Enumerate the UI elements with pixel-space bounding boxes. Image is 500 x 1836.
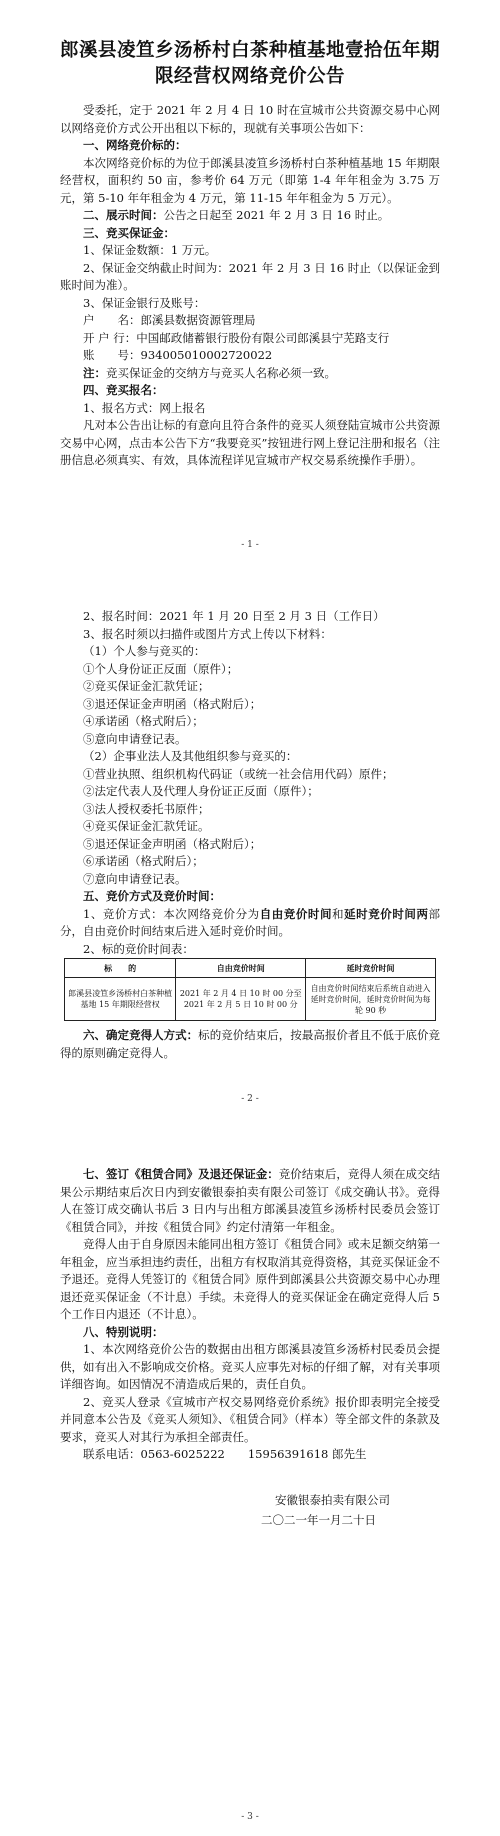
list-item: ②法定代表人及代理人身份证正反面（原件）； bbox=[83, 784, 319, 798]
table-header-row bbox=[65, 959, 436, 978]
signature-date: 二〇二一年一月二十日 bbox=[261, 1512, 376, 1527]
org-heading: （2）企事业法人及其他组织参与竞买的： bbox=[83, 749, 298, 763]
special-note-2: 2、竞买人登录《宣城市产权交易网络竞价系统》报价即表明完全接受并同意本公告及《竞买人须知》、《租赁合同》（样本）等全部文件的条款及要求，竞买人对其行为承担全部责任。 bbox=[60, 1394, 440, 1444]
schedule-heading: 2、标的竞价时间表： bbox=[83, 941, 194, 956]
note-text: 竞买保证金的交纳方与竞买人名称必须一致。 bbox=[106, 365, 336, 380]
table-cell: 2021 年 2 月 4 日 10 时 00 分至 2021 年 2 月 5 日 10 时 00 分 bbox=[176, 978, 306, 1021]
list-item: ④承诺函（格式附后）； bbox=[83, 714, 204, 728]
section-7-body-1: 竞价结束后，竞得人须在成交结果公示期结束后次日内到安徽银泰拍卖有限公司签订《成交确认书》。竞得人在签订成交确认书后 3 日内与出租方郎溪县凌笪乡汤桥村民委员会签订《租赁合同》，并按《租赁合同》约定付清第一年租金。 bbox=[60, 1167, 440, 1234]
section-7-body-2: 竞得人由于自身原因未能同出租方签订《租赁合同》或未足额交纳第一年租金，应当承担违约责任，出租方有权取消其竞得资格，其竞买保证金不予退还。竞得人凭签订的《租赁合同》原件到郎溪县公共资源交易中心办理退还竞买保证金（不计息）手续。未竞得人的竞买保证金在确定竞得人后 5 个工作日内退还（不计息）。 bbox=[60, 1237, 440, 1321]
page-1 bbox=[0, 38, 500, 470]
section-1-heading: 一、网络竞价标的： bbox=[83, 138, 187, 152]
bidding-method-pre: 1、竞价方式：本次网络竞价分为 bbox=[83, 906, 260, 921]
title-line-2: 限经营权网络竞价公告 bbox=[154, 66, 345, 87]
list-item: ①个人身份证正反面（原件）； bbox=[83, 661, 239, 676]
section-1-body: 本次网络竞价标的为位于郎溪县凌笪乡汤桥村白茶种植基地 15 年期限经营权，面积约 50 亩，参考价 64 万元（即第 1-4 年年租金为 3.75 万元，第 5-10 年年租金为 4 万元，第 11-15 年年租金为 5 万元）。 bbox=[60, 155, 440, 205]
registration-method: 1、报名方式：网上报名 bbox=[83, 400, 206, 415]
section-7-heading: 七、签订《租赁合同》及退还保证金： bbox=[83, 1167, 279, 1181]
bidding-method-post: 部分，自由竞价时间结束后进入延时竞价时间。 bbox=[60, 906, 441, 938]
section-8-heading: 八、特别说明： bbox=[83, 1324, 164, 1339]
section-6 bbox=[60, 1027, 440, 1062]
signature-company: 安徽银泰拍卖有限公司 bbox=[275, 1492, 390, 1507]
list-item: ⑤意向申请登记表。 bbox=[83, 731, 187, 746]
deposit-note bbox=[60, 365, 440, 383]
registration-method-body: 凡对本公告出让标的有意向且符合条件的竞买人须登陆宣城市公共资源交易中心网，点击本公告下方“我要竞买”按钮进行网上登记注册和报名（注册信息必须真实、有效，具体流程详见宣城市产权交易系统操作手册）。 bbox=[60, 418, 440, 467]
special-note-1: 1、本次网络竞价公告的数据由出租方郎溪县凌笪乡汤桥村民委员会提供，如有出入不影响成交价格。竞买人应事先对标的仔细了解，对有关事项详细咨询。如因情况不清造成后果的，责任自负。 bbox=[60, 1342, 440, 1391]
bank-name: 开 户 行：中国邮政储蓄银行股份有限公司郎溪县宁芜路支行 bbox=[83, 330, 390, 345]
section-6-body: 标的竞价结束后，按最高报价者且不低于底价竞得的原则确定竞得人。 bbox=[60, 1028, 441, 1060]
section-2 bbox=[60, 207, 440, 225]
section-2-body: 公告之日起至 2021 年 2 月 3 日 16 时止。 bbox=[163, 208, 390, 222]
table-header: 标 的 bbox=[65, 959, 176, 978]
list-item: ②竞买保证金汇款凭证； bbox=[83, 679, 210, 693]
section-5-heading: 五、竞价方式及竞价时间： bbox=[83, 889, 221, 903]
deposit-bank-heading: 3、保证金银行及账号： bbox=[83, 295, 206, 310]
page-3 bbox=[0, 1166, 500, 1530]
list-item: ⑤退还保证金声明函（格式附后）； bbox=[83, 836, 262, 851]
deposit-amount: 1、保证金数额：1 万元。 bbox=[83, 243, 217, 257]
list-item: ④竞买保证金汇款凭证。 bbox=[83, 819, 210, 833]
list-item: ⑦意向申请登记表。 bbox=[83, 871, 187, 886]
contact-info: 联系电话：0563-6025222 15956391618 郎先生 bbox=[83, 1447, 367, 1461]
page-2 bbox=[0, 608, 500, 1062]
section-6-heading: 六、确定竞得人方式： bbox=[83, 1028, 199, 1042]
note-label: 注： bbox=[83, 365, 106, 380]
section-7 bbox=[60, 1166, 440, 1236]
list-item: ①营业执照、组织机构代码证（或统一社会信用代码）原件； bbox=[83, 766, 394, 781]
personal-heading: （1）个人参与竞买的： bbox=[83, 644, 206, 658]
page-number-3: - 3 - bbox=[241, 1812, 259, 1822]
registration-time: 2、报名时间：2021 年 1 月 20 日至 2 月 3 日（工作日） bbox=[83, 609, 385, 623]
account-name: 户 名：郎溪县数据资源管理局 bbox=[83, 313, 256, 327]
bidding-schedule-table bbox=[64, 958, 436, 1021]
table-header: 延时竞价时间 bbox=[306, 959, 436, 978]
section-4-heading: 四、竞买报名： bbox=[83, 383, 164, 397]
list-item: ③退还保证金声明函（格式附后）； bbox=[83, 696, 262, 711]
free-bidding-label: 自由竞价时间 bbox=[259, 906, 333, 921]
intro-paragraph: 受委托，定于 2021 年 2 月 4 日 10 时在宣城市公共资源交易中心网以网络竞价方式公开出租以下标的，现就有关事项公告如下： bbox=[60, 103, 440, 135]
list-item: ③法人授权委托书原件； bbox=[83, 801, 210, 816]
account-number: 账 号：934005010002720022 bbox=[83, 348, 273, 362]
bidding-method-mid: 和 bbox=[332, 906, 345, 921]
bidding-method-two: 两 bbox=[416, 906, 429, 921]
page-number-1: - 1 - bbox=[241, 540, 259, 550]
bidding-method bbox=[60, 906, 440, 941]
title-line-1: 郎溪县凌笪乡汤桥村白茶种植基地壹拾伍年期 bbox=[59, 40, 440, 61]
extended-bidding-label: 延时竞价时间 bbox=[344, 906, 417, 921]
table-cell: 自由竞价时间结束后系统自动进入延时竞价时间，延时竞价时间为每轮 90 秒 bbox=[306, 978, 436, 1021]
section-2-heading: 二、展示时间： bbox=[83, 208, 164, 222]
page-number-2: - 2 - bbox=[241, 1094, 259, 1104]
deposit-deadline: 2、保证金交纳截止时间为：2021 年 2 月 3 日 16 时止（以保证金到账时间为准）。 bbox=[60, 260, 440, 292]
list-item: ⑥承诺函（格式附后）； bbox=[83, 854, 204, 868]
registration-materials: 3、报名时须以扫描件或图片方式上传以下材料： bbox=[83, 626, 332, 641]
document-title bbox=[30, 38, 470, 90]
table-header: 自由竞价时间 bbox=[176, 959, 306, 978]
section-3-heading: 三、竞买保证金： bbox=[83, 225, 175, 240]
table-row bbox=[65, 978, 436, 1021]
table-cell: 郎溪县凌笪乡汤桥村白茶种植基地 15 年期限经营权 bbox=[65, 978, 176, 1021]
